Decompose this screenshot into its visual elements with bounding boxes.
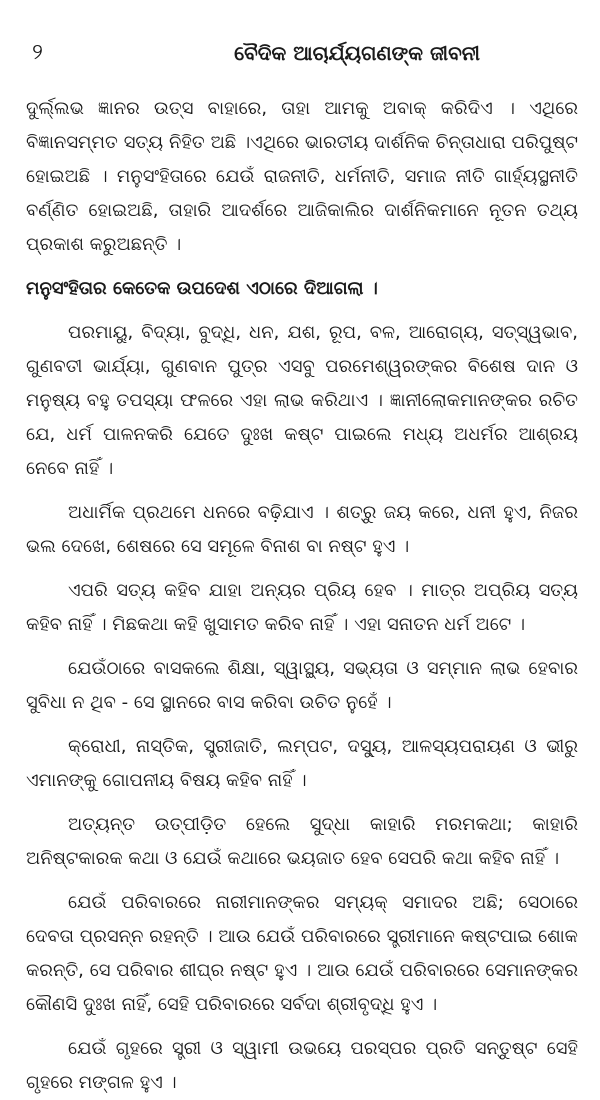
running-title: ବୈଦିକ ଆଚାର୍ଯ୍ୟଗଣଙ୍କ ଜୀବନୀ (234, 41, 480, 65)
paragraph: ପରମାୟୁ, ବିଦ୍ୟା, ବୁଦ୍ଧି, ଧନ, ଯଶ, ରୂପ, ବଳ, ଆରୋଗ୍ୟ, ସତ୍‌ସ୍ୱଭାବ, ଗୁଣବତୀ ଭାର୍ଯ୍ୟା, ଗୁଣବାନ ପୁତ୍ର ଏସବୁ ପରମେଶ୍ୱରଙ୍କର ବିଶେଷ ଦାନ ଓ ମନୁଷ୍ୟ ବହୁ ତପସ୍ୟା ଫଳରେ ଏହା ଲାଭ କରିଥାଏ । ଜ୍ଞାନୀଲୋକମାନଙ୍କର ରଚିତ ଯେ, ଧର୍ମ ପାଳନକରି ଯେତେ ଦୁଃଖ କଷ୍ଟ ପାଇଲେ ମଧ୍ୟ ଅଧର୍ମର ଆଶ୍ରୟ ନେବେ ନାହିଁ । (26, 322, 578, 479)
paragraph: ଅତ୍ୟନ୍ତ ଉତ୍ପୀଡ଼ିତ ହେଲେ ସୁଦ୍ଧା କାହାରି ମରମକଥା; କାହାରି ଅନିଷ୍ଟକାରକ କଥା ଓ ଯେଉଁ କଥାରେ ଭୟଜାତ ହେବ ସେପରି କଥା କହିବ ନାହିଁ । (26, 814, 578, 869)
paragraph: କ୍ରୋଧୀ, ନାସ୍ତିକ, ସ୍ତ୍ରୀଜାତି, ଲମ୍ପଟ, ଦସ୍ୟୁ, ଆଳସ୍ୟପରାୟଣ ଓ ଭୀରୁ ଏମାନଙ୍କୁ ଗୋପନୀୟ ବିଷୟ କହିବ ନାହିଁ । (26, 736, 578, 791)
body-text (26, 92, 578, 1100)
page-header (26, 38, 578, 78)
paragraph: ଏପରି ସତ୍ୟ କହିବ ଯାହା ଅନ୍ୟର ପ୍ରିୟ ହେବ । ମାତ୍ର ଅପ୍ରିୟ ସତ୍ୟ କହିବ ନାହିଁ । ମିଛକଥା କହି ଖୁସାମତ କରିବ ନାହିଁ । ଏହା ସନାତନ ଧର୍ମ ଅଟେ । (26, 580, 578, 635)
page-number: ୨ (32, 40, 43, 65)
section-heading: ମନୁସଂହିତାର କେତେକ ଉପଦେଶ ଏଠାରେ ଦିଆଗଲା । (26, 278, 378, 299)
paragraph: ଅଧାର୍ମିକ ପ୍ରଥମେ ଧନରେ ବଢ଼ିଯାଏ । ଶତ୍ରୁ ଜୟ କରେ, ଧନୀ ହୁଏ, ନିଜର ଭଲ ଦେଖେ, ଶେଷରେ ସେ ସମୂଳେ ବିନାଶ ବା ନଷ୍ଟ ହୁଏ । (26, 502, 578, 557)
paragraph: ଯେଉଁଠାରେ ବାସକଲେ ଶିକ୍ଷା, ସ୍ୱାସ୍ଥ୍ୟ, ସଭ୍ୟତା ଓ ସମ୍ମାନ ଲାଭ ହେବାର ସୁବିଧା ନ ଥିବ - ସେ ସ୍ଥାନରେ ବାସ କରିବା ଉଚିତ ନୁହେଁ । (26, 658, 578, 713)
paragraph: ଯେଉଁ ପରିବାରରେ ନାରୀମାନଙ୍କର ସମ୍ୟକ୍ ସମାଦର ଅଛି; ସେଠାରେ ଦେବତା ପ୍ରସନ୍ନ ରହନ୍ତି । ଆଉ ଯେଉଁ ପରିବାରରେ ସ୍ତ୍ରୀମାନେ କଷ୍ଟପାଇ ଶୋକ କରନ୍ତି, ସେ ପରିବାର ଶୀଘ୍ର ନଷ୍ଟ ହୁଏ । ଆଉ ଯେଉଁ ପରିବାରରେ ସେମାନଙ୍କର କୌଣସି ଦୁଃଖ ନାହିଁ, ସେହି ପରିବାରରେ ସର୍ବଦା ଶ୍ରୀବୃଦ୍ଧି ହୁଏ । (26, 892, 578, 1015)
paragraph-intro: ଦୁର୍ଲ୍ଲଭ ଜ୍ଞାନର ଉତ୍ସ ବାହାରେ, ତାହା ଆମକୁ ଅବାକ୍ କରିଦିଏ । ଏଥିରେ ବିଜ୍ଞାନସମ୍ମତ ସତ୍ୟ ନିହିତ ଅଛି ।ଏଥିରେ ଭାରତୀୟ ଦାର୍ଶନିକ ଚିନ୍ତାଧାରା ପରିପୁଷ୍ଟ ହୋଇଅଛି । ମନୁସଂହିତାରେ ଯେଉଁ ରାଜନୀତି, ଧର୍ମନୀତି, ସମାଜ ନୀତି ଗାର୍ହ୍ୟସ୍ଥନୀତି ବର୍ଣ୍ଣିତ ହୋଇଅଛି, ତାହାରି ଆଦର୍ଶରେ ଆଜିକାଲିର ଦାର୍ଶନିକମାନେ ନୂତନ ତଥ୍ୟ ପ୍ରକାଶ କରୁଅଛନ୍ତି । (26, 98, 578, 255)
paragraph: ଯେଉଁ ଗୃହରେ ସ୍ତ୍ରୀ ଓ ସ୍ୱାମୀ ଉଭୟେ ପରସ୍ପର ପ୍ରତି ସନ୍ତୁଷ୍ଟ ସେହି ଗୃହରେ ମଙ୍ଗଳ ହୁଏ । (26, 1038, 578, 1093)
